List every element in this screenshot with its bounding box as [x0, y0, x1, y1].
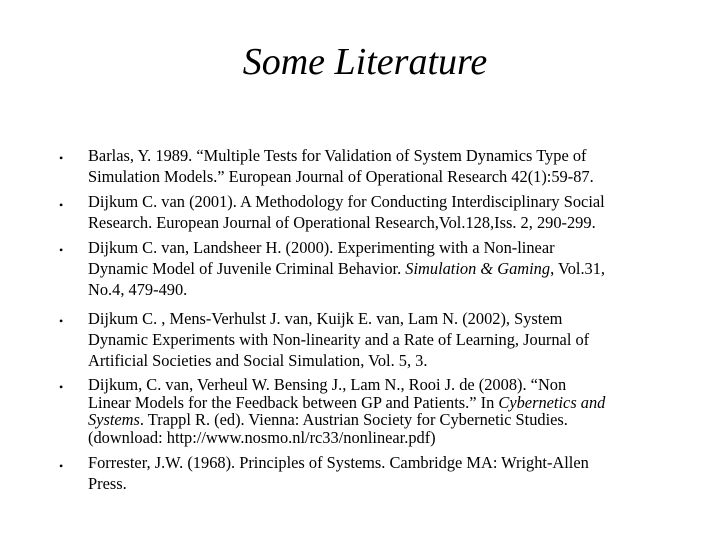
reference-line [88, 258, 678, 279]
reference-line: Artificial Societies and Social Simulation, Vol. 5, 3. [88, 351, 428, 370]
reference-line [88, 411, 678, 429]
bullet-icon: • [59, 314, 64, 328]
reference-line: Forrester, J.W. (1968). Principles of Systems. Cambridge MA: Wright-Allen [88, 453, 589, 472]
bullet-icon: • [59, 198, 64, 212]
bullet-icon: • [59, 459, 64, 473]
reference-item [88, 308, 678, 371]
reference-line: Dijkum C. van, Landsheer H. (2000). Experimenting with a Non-linear [88, 238, 555, 257]
reference-line: (download: http://www.nosmo.nl/rc33/nonlinear.pdf) [88, 427, 436, 447]
book-title: Systems [88, 410, 140, 429]
reference-line [88, 394, 678, 412]
reference-text: Dynamic Model of Juvenile Criminal Behavior. [88, 259, 406, 278]
reference-item [88, 237, 678, 300]
reference-text: Linear Models for the Feedback between GP and Patients.” In [88, 392, 499, 412]
reference-text: , Vol.31, [550, 259, 606, 278]
reference-line: Dijkum C. , Mens-Verhulst J. van, Kuijk E. van, Lam N. (2002), System [88, 309, 563, 328]
book-title: Cybernetics and [498, 392, 606, 412]
reference-line: Dynamic Experiments with Non-linearity and a Rate of Learning, Journal of [88, 330, 590, 349]
reference-line: Dijkum, C. van, Verheul W. Bensing J., Lam N., Rooi J. de (2008). “Non [88, 375, 567, 394]
bullet-icon: • [59, 151, 64, 165]
reference-item [88, 452, 678, 494]
slide-title: Some Literature [242, 41, 488, 83]
reference-line: Press. [88, 474, 127, 493]
reference-item [88, 191, 678, 233]
bullet-icon: • [59, 243, 64, 257]
journal-title: Simulation & Gaming [405, 259, 551, 278]
reference-line: Barlas, Y. 1989. “Multiple Tests for Validation of System Dynamics Type of [88, 146, 587, 165]
reference-line: Research. European Journal of Operational Research,Vol.128,Iss. 2, 290-299. [88, 213, 596, 232]
reference-item [88, 145, 678, 187]
reference-item [88, 376, 678, 446]
reference-line: Simulation Models.” European Journal of Operational Research 42(1):59-87. [88, 167, 594, 186]
reference-line: Dijkum C. van (2001). A Methodology for Conducting Interdisciplinary Social [88, 192, 605, 211]
reference-line: No.4, 479-490. [88, 280, 188, 299]
reference-text: . Trappl R. (ed). Vienna: Austrian Society for Cybernetic Studies. [139, 410, 568, 429]
bullet-icon: • [59, 380, 64, 394]
